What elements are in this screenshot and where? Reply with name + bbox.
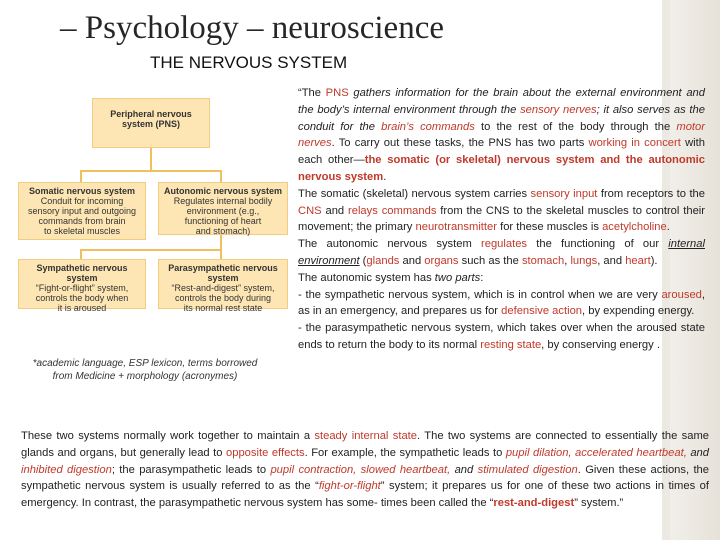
text-run: sensory nerves — [520, 103, 597, 116]
text-run: gathers information for the brain about the external environment and the body’s internal environment through the — [298, 87, 705, 116]
pns-box — [92, 98, 210, 148]
text-run: heart — [625, 254, 651, 267]
text-run: , and — [597, 254, 626, 267]
text-run: ( — [359, 254, 367, 267]
text-run: and — [399, 254, 425, 267]
sympathetic-box-desc: “Fight-or-flight” system, controls the body when it is aroused — [35, 283, 129, 313]
parasympathetic-box — [158, 259, 288, 313]
text-run: , by expending energy. — [582, 305, 695, 318]
slide-title: – Psychology – neuroscience — [60, 10, 444, 46]
text-run: . — [383, 170, 387, 183]
text-run: defensive action — [501, 305, 583, 318]
text-run: ; it also serves as the conduit for the — [298, 103, 705, 133]
bottom-paragraph — [21, 428, 709, 512]
connector-line — [80, 170, 82, 182]
text-run: lungs — [570, 254, 598, 267]
autonomic-box-desc: Regulates internal bodily environment (e.g., functioning of heart and stomach) — [173, 196, 273, 236]
text-run: to the rest of the body through the — [474, 120, 677, 133]
text-run: : — [480, 271, 484, 284]
text-run: acetylcholine — [602, 221, 667, 234]
text-run: regulates — [481, 238, 528, 251]
connector-line — [220, 249, 222, 259]
connector-line — [80, 249, 82, 259]
text-run: ). — [650, 254, 658, 267]
connector-line — [80, 170, 220, 172]
parasympathetic-box-title: Parasympathetic nervous system — [168, 263, 278, 283]
paragraph-two-parts — [298, 270, 705, 287]
connector-line — [220, 170, 222, 182]
text-run: for these muscles is — [496, 221, 603, 234]
text-run: two parts — [434, 271, 481, 284]
text-run: and — [450, 463, 478, 476]
somatic-box-title: Somatic nervous system — [28, 186, 136, 196]
text-run: and — [321, 204, 348, 217]
text-run: pupil contraction, slowed heartbeat, — [270, 463, 451, 476]
text-run: inhibited digestion — [21, 463, 112, 476]
text-run: the somatic — [364, 154, 430, 167]
connector-line — [80, 249, 220, 251]
parasympathetic-box-desc: “Rest-and-digest” system, controls the body during its normal rest state — [171, 283, 275, 313]
text-run: . Given these actions, the sympathetic nervous system is usually referred to as the “ — [21, 463, 709, 493]
text-run: pupil dilation, accelerated heartbeat, — [505, 446, 687, 459]
text-run: organs — [424, 254, 459, 267]
text-run: - the sympathetic nervous system, which is in control when we are very — [298, 288, 662, 301]
sympathetic-box — [18, 259, 146, 313]
text-run: steady internal state — [314, 430, 418, 442]
text-run: opposite effects — [226, 446, 305, 459]
text-run: sensory input — [530, 187, 598, 200]
autonomic-box — [158, 182, 288, 235]
text-run: ” system.” — [574, 497, 624, 510]
text-run: ” system; it prepares us for one of these two actions in times of emergency. In contrast, the parasympathetic nervous system has some- times been called the “ — [21, 480, 709, 510]
text-run: the functioning of our — [527, 238, 669, 251]
text-run: glands — [366, 254, 400, 267]
text-run: , as in an emergency, and prepares us for — [298, 288, 705, 318]
text-run: These two systems normally work together to maintain a — [21, 430, 315, 442]
text-run: (or skeletal) nervous system and the autonomic nervous system — [298, 154, 706, 183]
text-run: - the parasympathetic nervous system, which takes over when the aroused state ends to return the body to its normal — [298, 322, 705, 351]
text-run: . To carry out these tasks, the PNS has two parts — [331, 137, 589, 150]
sympathetic-box-title: Sympathetic nervous system — [36, 263, 128, 283]
text-run: brain’s commands — [381, 120, 475, 133]
text-run: stimulated digestion — [477, 463, 578, 476]
slide-subtitle: THE NERVOUS SYSTEM — [150, 53, 348, 72]
connector-line — [220, 235, 222, 249]
text-run: resting state — [480, 338, 542, 351]
text-run: The autonomic system has — [298, 271, 435, 284]
paragraph-pns — [298, 85, 705, 186]
somatic-box — [18, 182, 146, 240]
paragraph-somatic — [298, 186, 705, 236]
text-run: aroused — [661, 288, 702, 301]
text-run: working in concert — [588, 137, 681, 150]
paragraph-parasympathetic — [298, 320, 705, 354]
text-run: rest-and-digest — [493, 497, 575, 510]
text-run: from receptors to the — [597, 187, 705, 200]
text-run: relays commands — [348, 204, 437, 217]
text-run: motor nerves — [298, 120, 705, 150]
paragraph-autonomic — [298, 236, 705, 270]
text-run: “The — [298, 87, 326, 99]
text-run: . For example, the sympathetic leads to — [304, 446, 506, 459]
text-run: . The two systems are connected to essentially the same glands and organs, but generally lead to — [21, 430, 709, 459]
text-run: stomach — [521, 254, 565, 267]
paragraph-sympathetic — [298, 287, 705, 321]
text-run: The somatic (skeletal) nervous system carries — [298, 187, 531, 200]
text-run: fight-or-flight — [318, 480, 381, 493]
text-run: , — [564, 254, 571, 267]
diagram-caption: *academic language, ESP lexicon, terms borrowed from Medicine + morphology (acronymes) — [32, 358, 258, 382]
text-run: . — [666, 221, 670, 234]
nervous-system-diagram — [0, 0, 290, 400]
text-run: , by conserving energy . — [541, 338, 660, 351]
text-run: from the CNS to the skeletal muscles to control their movement; the primary — [298, 204, 705, 234]
text-run: such as the — [458, 254, 522, 267]
text-run: ; the parasympathetic leads to — [111, 463, 271, 476]
text-run: internal environment — [298, 238, 705, 267]
text-run: with each other— — [298, 137, 705, 167]
text-run: CNS — [298, 204, 322, 217]
somatic-box-desc: Conduit for incoming sensory input and outgoing commands from brain to skeletal muscles — [27, 196, 137, 236]
autonomic-box-title: Autonomic nervous system — [163, 186, 283, 196]
text-run: neurotransmitter — [415, 221, 497, 234]
text-run: PNS — [325, 87, 349, 99]
connector-line — [150, 148, 152, 170]
main-text-block — [298, 85, 705, 354]
text-run: and — [686, 446, 709, 459]
text-run: The autonomic nervous system — [298, 238, 481, 251]
pns-box-title: Peripheral nervous system (PNS) — [110, 109, 192, 129]
